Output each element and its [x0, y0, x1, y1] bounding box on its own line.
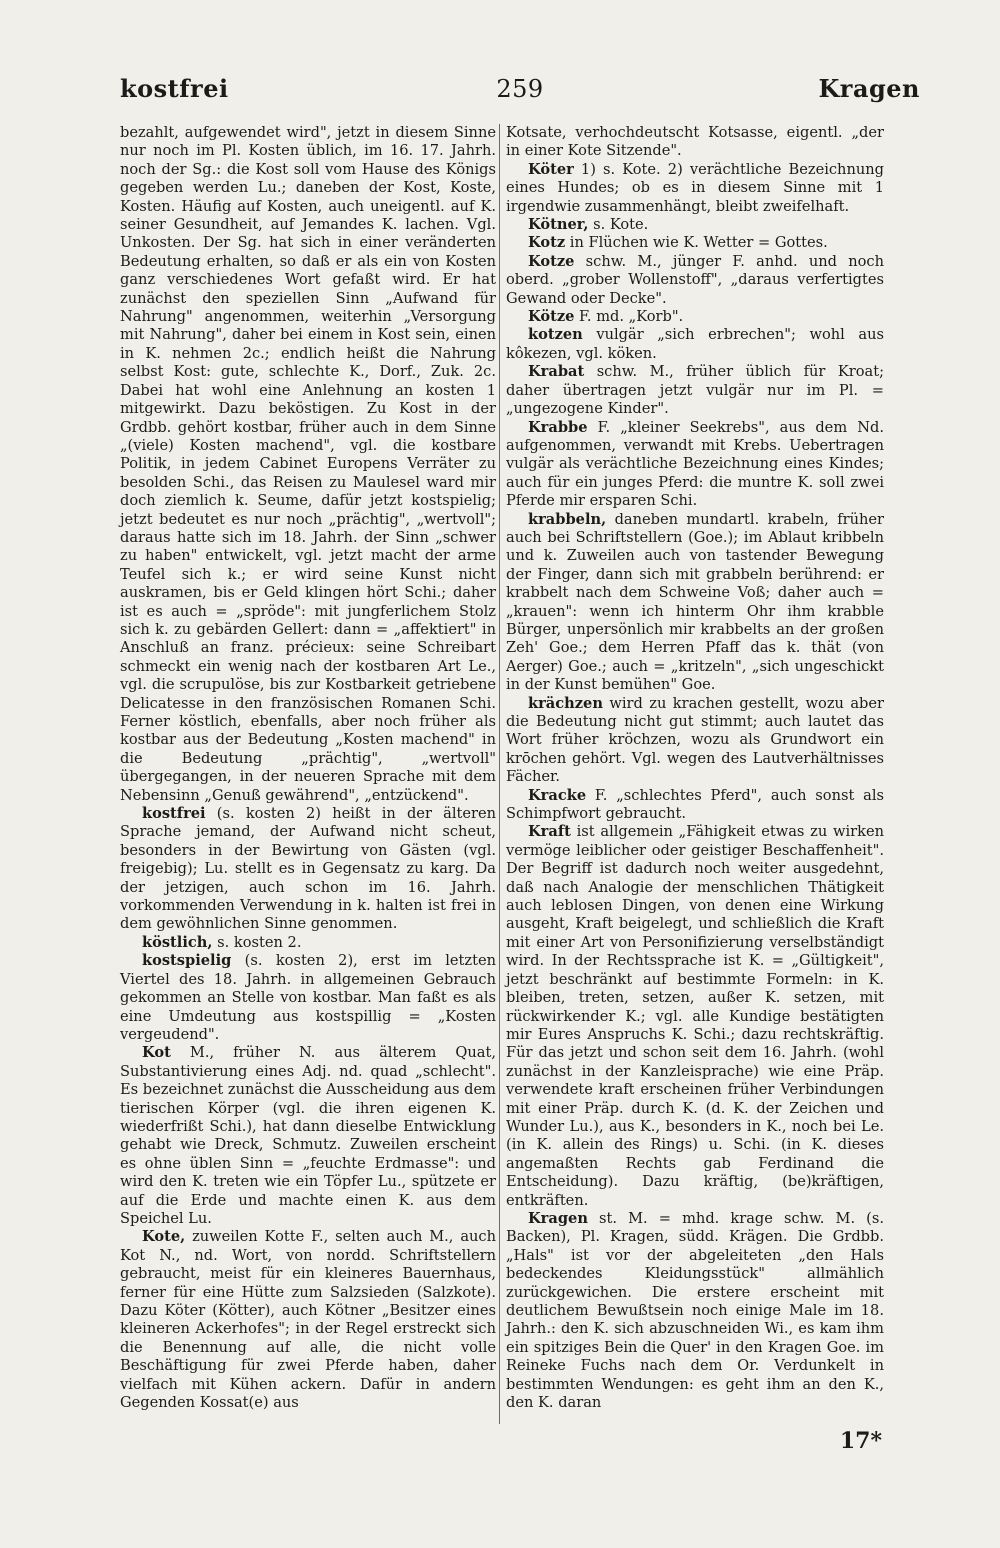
entry	[120, 805, 496, 934]
entry-headword: Kotz	[528, 234, 566, 252]
entry	[506, 253, 884, 308]
entry	[506, 419, 884, 511]
entry-text: vulgär „sich erbrechen"; wohl aus kôkezen, vgl. köken.	[506, 326, 884, 362]
entry-text: schw. M., jünger F. anhd. und noch oberd. „grober Wollenstoff", „daraus verfertigtes Gewand oder Decke".	[506, 252, 884, 307]
entry	[506, 161, 884, 216]
entry-text: st. M. = mhd. krage schw. M. (s. Backen), Pl. Kragen, südd. Krägen. Die Grdbb. „Hals" ist vor der abgeleiteten „den Hals bedeckendes Kleidungsstück" allmählich zurückgewichen. Die erstere erscheint mit deutlichem Bewußtsein noch einige Male im 18. Jahrh.: den K. sich abzuschneiden Wi., es kam ihm ein spitziges Bein die Quer' in den Kragen Goe. im Reineke Fuchs nach dem Or. Verdunkelt in bestimmten Wendungen: es geht ihm an den K., den K. daran	[506, 1209, 884, 1412]
entry-text: zuweilen Kotte F., selten auch M., auch Kot N., nd. Wort, von nordd. Schriftstellern gebraucht, meist für ein kleineres Bauernhaus, ferner für eine Hütte zum Salzsieden (Salzkote). Dazu Köter (Kötter), auch Kötner „Besitzer eines kleineren Ackerhofes"; in der Regel erstreckt sich die Benennung auf alle, die nicht volle Beschäftigung für zwei Pferde haben, daher vielfach mit Kühen ackern. Dafür in andern Gegenden Kossat(e) aus	[120, 1228, 496, 1412]
entry-headword: krächzen	[528, 694, 603, 712]
column-divider	[499, 124, 500, 1424]
entry	[120, 934, 496, 952]
entry-headword: Kraft	[528, 823, 571, 841]
entry-headword: Köter	[528, 160, 574, 178]
entry-text: 1) s. Kote. 2) verächtliche Bezeichnung eines Hundes; ob es in diesem Sinne mit 1 irgendwie zusammenhängt, bleibt zweifelhaft.	[506, 160, 884, 215]
right-column	[506, 124, 884, 1412]
page-header	[120, 74, 920, 110]
left-column	[120, 124, 496, 1412]
header-left-catchword: kostfrei	[120, 74, 229, 103]
entry-headword: kostfrei	[142, 805, 206, 823]
entry	[506, 787, 884, 824]
entry	[506, 695, 884, 787]
entry-text: F. „schlechtes Pferd", auch sonst als Schimpfwort gebraucht.	[506, 786, 884, 823]
entry	[506, 511, 884, 695]
entry-headword: köstlich,	[142, 933, 213, 951]
entry	[506, 234, 884, 252]
entry-headword: Kote,	[142, 1228, 186, 1246]
entry-text: F. „kleiner Seekrebs", aus dem Nd. aufgenommen, verwandt mit Krebs. Uebertragen vulgär als verächtliche Bezeichnung eines Kindes; auch für ein junges Pferd: die muntre K. soll zwei Pferde mir ersparen Schi.	[506, 418, 884, 510]
header-right-catchword: Kragen	[818, 74, 920, 103]
entry-headword: krabbeln,	[528, 510, 607, 528]
entry-text: bezahlt, aufgewendet wird", jetzt in diesem Sinne nur noch im Pl. Kosten üblich, im 16. 17. Jahrh. noch der Sg.: die Kost soll vom Hause des Königs gegeben werden Lu.; daneben der Kost, Koste, Kosten. Häufig auf Kosten, auch uneigentl. auf K. seiner Gesundheit, auf Jemandes K. lachen. Vgl. Unkosten. Der Sg. hat sich in einer veränderten Bedeutung erhalten, so daß er als ein von Kosten ganz verschiedenes Wort gefaßt wird. Er hat zunächst den speziellen Sinn „Aufwand für Nahrung" angenommen, weiterhin „Versorgung mit Nahrung", daher bei einem in Kost sein, einen in K. nehmen 2c.; endlich heißt die Nahrung selbst Kost: gute, schlechte K., Dorf., Zuk. 2c. Dabei hat wohl eine Anlehnung an kosten 1 mitgewirkt. Dazu beköstigen. Zu Kost in der Grdbb. gehört kostbar, früher auch in dem Sinne „(viele) Kosten machend", vgl. die kostbare Politik, in jedem Cabinet Europens Verräter zu besolden Schi., das Reisen zu Maulesel ward mir doch ziemlich k. Seume, dafür jetzt kostspielig; jetzt bedeutet es nur noch „prächtig", „wertvoll"; daraus hatte sich im 18. Jahrh. der Sinn „schwer zu haben" entwickelt, vgl. jetzt macht der arme Teufel sich k.; er wird seine Kunst nicht auskramen, bis er Geld klingen hört Schi.; daher ist es auch = „spröde": mit jungferlichem Stolz sich k. zu gebärden Gellert: dann = „affektiert" in Anschluß an franz. précieux: seine Schreibart schmeckt ein wenig nach der kostbaren Art Le., vgl. die scrupulöse, bis zur Kostbarkeit getriebene Delicatesse in den französischen Romanen Schi. Ferner köstlich, ebenfalls, aber noch früher als kostbar aus der Bedeutung „Kosten machend" in die Bedeutung „prächtig", „wertvoll" übergegangen, in der neueren Sprache mit dem Nebensinn „Genuß gewährend", „entzückend".	[120, 124, 496, 804]
entry-text: (s. kosten 2) heißt in der älteren Sprache jemand, der Aufwand nicht scheut, besonders in der Bewirtung von Gästen (vgl. freigebig); Lu. stellt es in Gegensatz zu karg. Da der jetzigen, auch schon im 16. Jahrh. vorkommenden Verwendung in k. halten ist frei in dem gewöhnlichen Sinne genommen.	[120, 805, 496, 933]
entry	[506, 823, 884, 1210]
entry	[120, 124, 496, 805]
entry-text: ist allgemein „Fähigkeit etwas zu wirken vermöge leiblicher oder geistiger Beschaffenheit". Der Begriff ist dadurch noch weiter ausgedehnt, daß nach Analogie der menschlichen Thätigkeit auch leblosen Dingen, von denen eine Wirkung ausgeht, Kraft beigelegt, und schließlich die Kraft mit einer Art von Personifizierung verselbständigt wird. In der Rechtssprache ist K. = „Gültigkeit", jetzt beschränkt auf bestimmte Formeln: in K. bleiben, treten, setzen, außer K. setzen, mit rückwirkender K.; vgl. alle Kundige bestätigten mir Eures Anspruchs K. Schi.; dazu rechtskräftig. Für das jetzt und schon seit dem 16. Jahrh. (wohl zunächst in der Kanzleisprache) wie eine Präp. verwendete kraft erscheinen früher Verbindungen mit einer Präp. durch K. (d. K. der Zeichen und Wunder Lu.), aus K., besonders in K., noch bei Le. (in K. allein des Rings) u. Schi. (in K. dieses angemaßten Rechts gab Ferdinand die Entscheidung). Dazu kräftig, (be)kräftigen, entkräften.	[506, 823, 884, 1209]
entry-headword: Kot	[142, 1044, 171, 1062]
entry	[506, 363, 884, 418]
entry	[506, 124, 884, 161]
entry-text: schw. M., früher üblich für Kroat; daher übertragen jetzt vulgär nur im Pl. = „ungezogene Kinder".	[506, 363, 884, 418]
entry-text: s. kosten 2.	[212, 933, 302, 951]
entry	[506, 326, 884, 363]
page-number: 259	[496, 75, 544, 103]
entry-text: F. md. „Korb".	[574, 308, 684, 326]
entry-headword: Kotze	[528, 252, 575, 270]
entry-text: daneben mundartl. krabeln, früher auch bei Schriftstellern (Goe.); im Ablaut kribbeln und k. Zuweilen auch von tastender Bewegung der Finger, dann sich mit grabbeln berührend: er krabbelt nach dem Schweine Voß; daher auch = „krauen": wenn ich hinterm Ohr ihm krabble Bürger, unpersönlich mir krabbelts an der großen Zeh' Goe.; dem Herren Pfaff das k. thät (von Aerger) Goe.; auch = „kritzeln", „sich ungeschickt in der Kunst bemühen" Goe.	[506, 510, 884, 694]
entry-headword: kotzen	[528, 326, 583, 344]
entry	[120, 1228, 496, 1412]
entry	[120, 1044, 496, 1228]
entry-headword: Krabat	[528, 363, 585, 381]
entry-headword: kostspielig	[142, 952, 232, 970]
entry	[506, 216, 884, 234]
entry	[506, 1210, 884, 1412]
entry-text: s. Kote.	[588, 216, 649, 234]
entry-headword: Krabbe	[528, 418, 588, 436]
entry-text: wird zu krachen gestellt, wozu aber die Bedeutung nicht gut stimmt; auch lautet das Wort früher kröchzen, wozu als Grundwort ein krōchen gehört. Vgl. wegen des Lautverhältnisses Fächer.	[506, 694, 884, 786]
signature-mark: 17*	[839, 1428, 882, 1454]
entry-text: Kotsate, verhochdeutscht Kotsasse, eigentl. „der in einer Kote Sitzende".	[506, 124, 884, 160]
entry-text: M., früher N. aus älterem Quat, Substantivierung eines Adj. nd. quad „schlecht". Es bezeichnet zunächst die Ausscheidung aus dem tierischen Körper (vgl. die ihren eigenen K. wiederfrißt Schi.), hat dann dieselbe Entwicklung gehabt wie Dreck, Schmutz. Zuweilen erscheint es ohne üblen Sinn = „feuchte Erdmasse": und wird den K. treten wie ein Töpfer Lu., spützete er auf die Erde und machte einen K. aus dem Speichel Lu.	[120, 1044, 496, 1227]
entry	[120, 952, 496, 1044]
entry-headword: Kracke	[528, 786, 587, 804]
entry	[506, 308, 884, 326]
entry-headword: Kötze	[528, 308, 575, 326]
entry-text: in Flüchen wie K. Wetter = Gottes.	[565, 234, 828, 252]
entry-text: (s. kosten 2), erst im letzten Viertel des 18. Jahrh. in allgemeinen Gebrauch gekommen an Stelle von kostbar. Man faßt es als eine Umdeutung aus kostspillig = „Kosten vergeudend".	[120, 952, 496, 1043]
entry-headword: Kötner,	[528, 216, 589, 234]
entry-headword: Kragen	[528, 1209, 588, 1227]
